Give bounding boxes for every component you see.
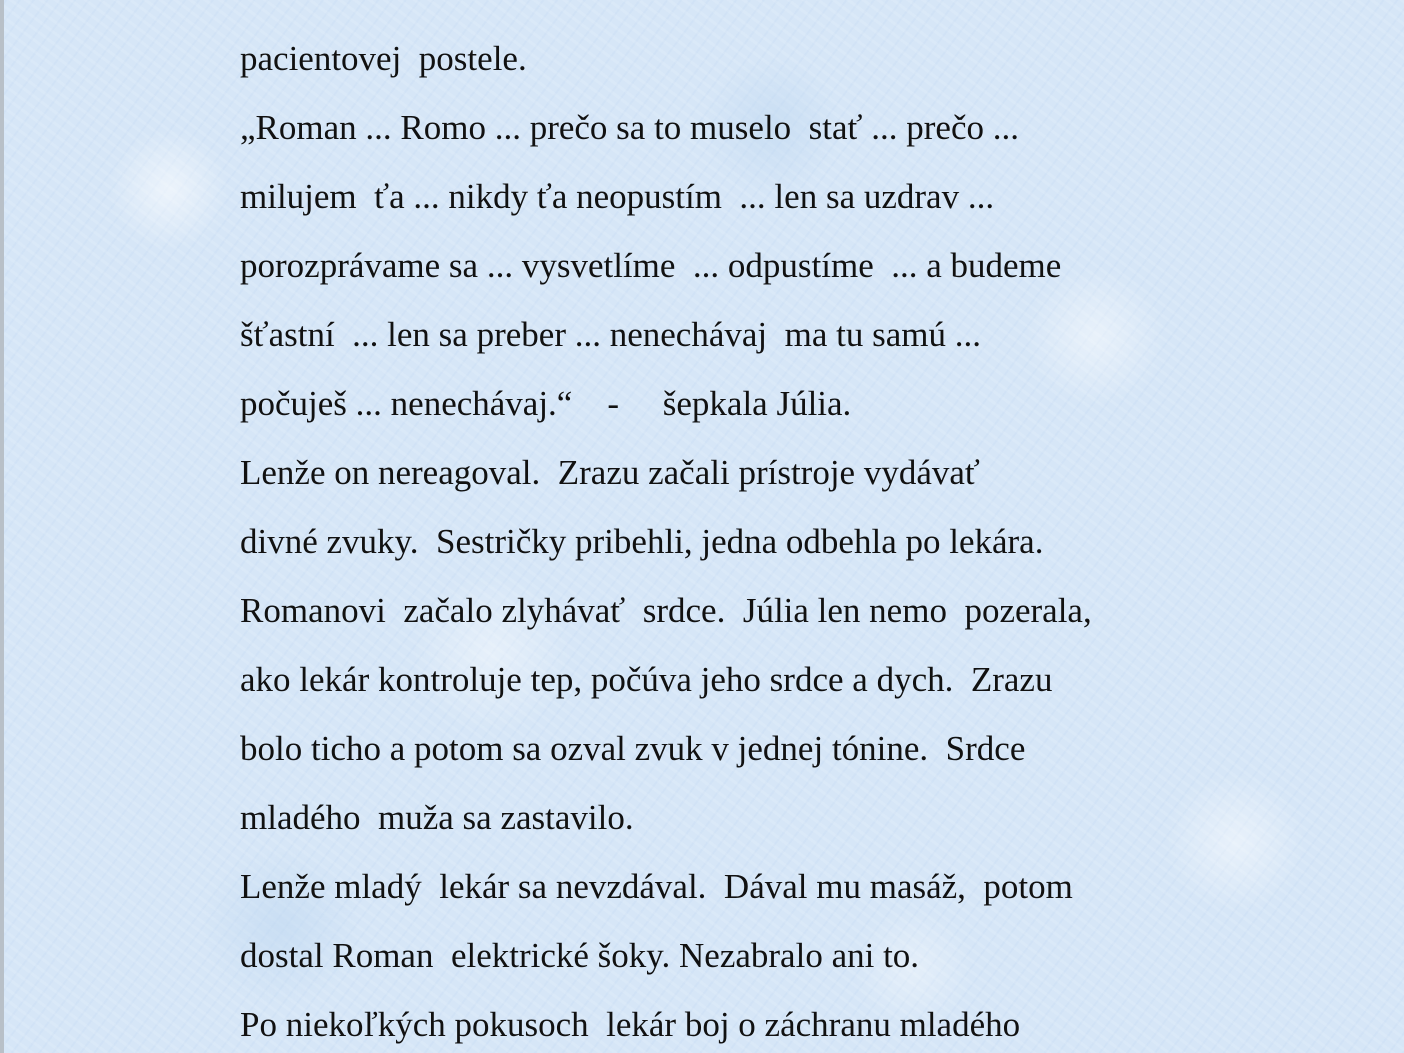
story-text [240,24,1240,1053]
text-line: porozprávame sa ... vysvetlíme ... odpustíme ... a budeme [240,246,1062,285]
text-line: „Roman ... Romo ... prečo sa to muselo stať ... prečo ... [240,108,1019,147]
text-line: šťastní ... len sa preber ... nenechávaj ma tu samú ... [240,315,981,354]
text-line: Romanovi začalo zlyhávať srdce. Júlia len nemo pozerala, [240,591,1092,630]
text-line: Lenže mladý lekár sa nevzdával. Dával mu masáž, potom [240,867,1073,906]
text-line: Lenže on nereagoval. Zrazu začali prístroje vydávať [240,453,980,492]
text-line: pacientovej postele. [240,39,527,78]
page-edge [0,0,4,1053]
text-line: divné zvuky. Sestričky pribehli, jedna odbehla po lekára. [240,522,1044,561]
text-line: počuješ ... nenechávaj.“ - šepkala Júlia. [240,384,852,423]
text-line: ako lekár kontroluje tep, počúva jeho srdce a dych. Zrazu [240,660,1053,699]
text-line: milujem ťa ... nikdy ťa neopustím ... len sa uzdrav ... [240,177,995,216]
text-line: bolo ticho a potom sa ozval zvuk v jednej tónine. Srdce [240,729,1026,768]
text-line: Po niekoľkých pokusoch lekár boj o záchranu mladého [240,1005,1021,1044]
text-line: dostal Roman elektrické šoky. Nezabralo ani to. [240,936,920,975]
text-line: mladého muža sa zastavilo. [240,798,634,837]
